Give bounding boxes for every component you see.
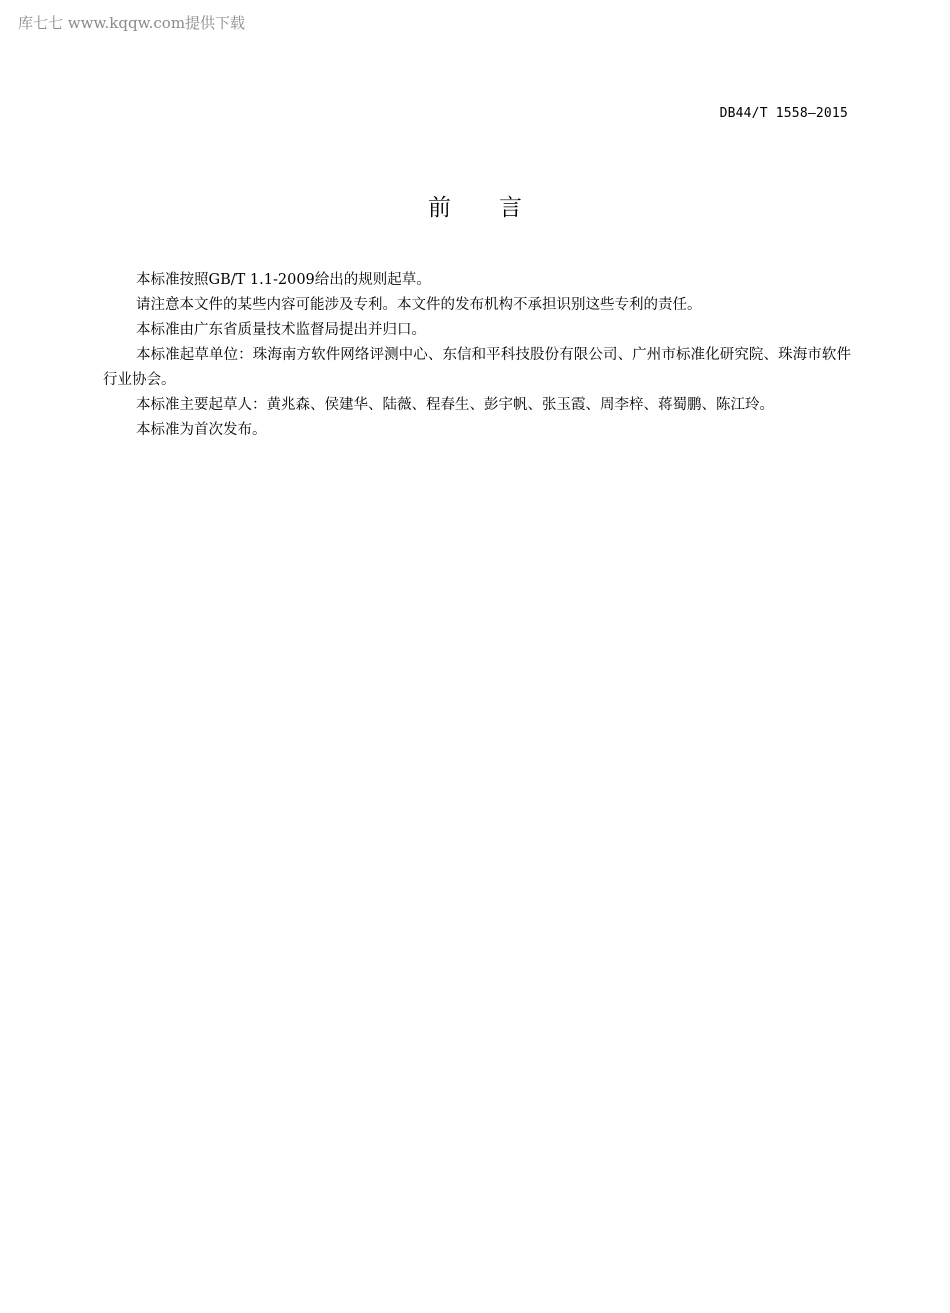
page-title: 前言 [428,195,570,221]
paragraph-proposer: 本标准由广东省质量技术监督局提出并归口。 [136,322,426,338]
paragraph-first-release: 本标准为首次发布。 [136,422,267,438]
watermark-text: 库七七 www.kqqw.com提供下载 [18,14,246,32]
paragraph-patent-notice: 请注意本文件的某些内容可能涉及专利。本文件的发布机构不承担识别这些专利的责任。 [136,297,702,313]
foreword-body [103,268,851,443]
standard-code: DB44/T 1558—2015 [719,106,848,121]
paragraph-drafters: 本标准主要起草人：黄兆森、侯建华、陆薇、程春生、彭宇帆、张玉霞、周李梓、蒋蜀鹏、陈江玲。 [136,397,774,413]
paragraph-drafting-units: 本标准起草单位：珠海南方软件网络评测中心、东信和平科技股份有限公司、广州市标准化研究院、珠海市软件行业协会。 [103,347,851,388]
paragraph-drafting-rules: 本标准按照GB/T 1.1-2009给出的规则起草。 [136,272,431,288]
